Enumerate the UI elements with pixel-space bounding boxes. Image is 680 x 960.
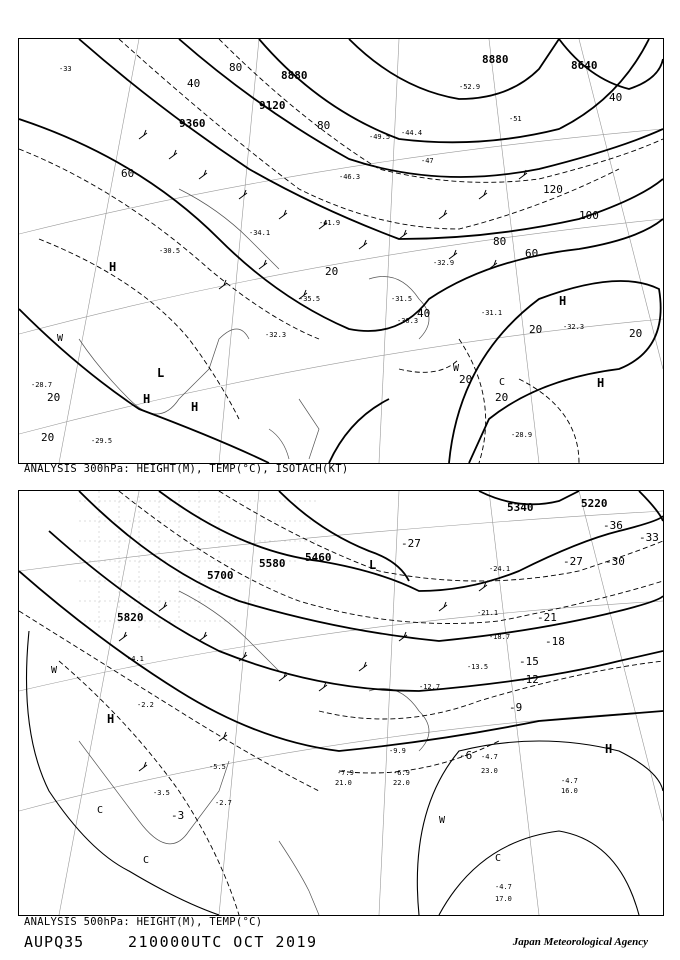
isotach-label: 60 [121, 167, 135, 180]
station-label: -4.7 [495, 883, 512, 891]
height-label: 5220 [581, 497, 608, 510]
high-pressure-label: H [605, 742, 613, 756]
chart-code: AUPQ35 [24, 933, 85, 951]
low-pressure-label: L [157, 366, 165, 380]
cold-label: C [143, 855, 150, 866]
agency-name: Japan Meteorological Agency [512, 936, 648, 948]
temp-contour-label: -3 [171, 809, 185, 822]
temp-label: -29.5 [91, 437, 113, 445]
temp-label: -44.4 [401, 129, 423, 137]
temp-contour-label: -6 [459, 749, 473, 762]
temperature-labels [31, 65, 584, 445]
height-label: 5460 [305, 551, 332, 564]
isotach-label: 80 [493, 235, 507, 248]
high-pressure-label: H [107, 712, 115, 726]
isotach-label: 40 [187, 77, 201, 90]
station-label: 21.0 [335, 779, 352, 787]
station-labels [127, 565, 578, 903]
station-label: 23.0 [481, 767, 498, 775]
temp-contour-label: -12 [519, 673, 539, 686]
temp-contour-label: -15 [519, 655, 539, 668]
high-pressure-label: H [597, 376, 605, 390]
temp-contour-label: -18 [545, 635, 565, 648]
isotach-label: 20 [495, 391, 509, 404]
height-labels [117, 497, 608, 624]
temp-label: -32.9 [433, 259, 455, 267]
height-label: 8880 [482, 53, 509, 66]
isotach-label: 80 [229, 61, 243, 74]
height-label: 5340 [507, 501, 534, 514]
station-label: -24.1 [489, 565, 511, 573]
station-label: -4.7 [561, 777, 578, 785]
height-label: 5580 [259, 557, 286, 570]
low-pressure-label: L [369, 558, 377, 572]
station-label: -2.2 [137, 701, 154, 709]
temp-label: -35.5 [299, 295, 321, 303]
high-pressure-label: H [559, 294, 567, 308]
isotach-label: 40 [609, 91, 623, 104]
isotach-label: 40 [417, 307, 431, 320]
isotach-label: 20 [41, 431, 55, 444]
isotach-label: 20 [47, 391, 61, 404]
station-label: -12.7 [419, 683, 441, 691]
station-label: -18.7 [489, 633, 511, 641]
station-label: 16.0 [561, 787, 578, 795]
high-pressure-label: H [109, 260, 117, 274]
temp-label: -30.3 [397, 317, 419, 325]
station-label: -9.9 [389, 747, 406, 755]
system-labels [57, 260, 604, 414]
map-300hpa-graphic [19, 39, 663, 463]
cold-label: C [495, 853, 502, 864]
station-label: 22.0 [393, 779, 410, 787]
isotach-label: 20 [629, 327, 643, 340]
high-pressure-label: H [143, 392, 151, 406]
coastline [79, 591, 429, 915]
temp-label: -34.1 [249, 229, 271, 237]
isotach-label: 20 [459, 373, 473, 386]
station-label: -5.5 [209, 763, 226, 771]
station-label: 17.0 [495, 895, 512, 903]
station-label: -7.9 [337, 769, 354, 777]
temp-contour-label: -27 [401, 537, 421, 550]
map-300hpa [18, 38, 664, 464]
isotach-label: 80 [317, 119, 331, 132]
isotach-label: 20 [529, 323, 543, 336]
station-label: -2.7 [215, 799, 232, 807]
station-label: -3.5 [153, 789, 170, 797]
cold-label: C [97, 805, 104, 816]
warm-label: W [51, 665, 58, 676]
isotach-label: 60 [525, 247, 539, 260]
temp-contour-label: -21 [537, 611, 557, 624]
height-label: 5820 [117, 611, 144, 624]
temp-label: -31.1 [481, 309, 503, 317]
station-label: -13.5 [467, 663, 489, 671]
temp-label: -47 [421, 157, 434, 165]
height-label: 8880 [281, 69, 308, 82]
temp-label: -30.5 [159, 247, 181, 255]
temp-label: -28.9 [511, 431, 533, 439]
height-label: 9120 [259, 99, 286, 112]
isotach-label: 20 [325, 265, 339, 278]
temp-label: -51 [509, 115, 522, 123]
temp-contour-label: -9 [509, 701, 523, 714]
issue-time: 210000UTC OCT 2019 [128, 933, 318, 951]
temp-contour-labels [171, 519, 659, 822]
warm-label: W [439, 815, 446, 826]
cold-label: C [499, 377, 506, 388]
temp-label: -33 [59, 65, 72, 73]
temp-contour-label: -36 [603, 519, 623, 532]
map-500hpa-graphic [19, 491, 663, 915]
warm-label: W [57, 333, 64, 344]
temp-contour-label: -30 [605, 555, 625, 568]
station-label: -21.1 [477, 609, 499, 617]
temp-label: -32.3 [265, 331, 287, 339]
temp-label: -28.7 [31, 381, 53, 389]
temp-label: -52.9 [459, 83, 481, 91]
station-label: -4.7 [481, 753, 498, 761]
high-pressure-label: H [191, 400, 199, 414]
warm-label: W [453, 363, 460, 374]
caption-500hpa: ANALYSIS 500hPa: HEIGHT(M), TEMP(°C) [24, 916, 263, 928]
temp-contour-label: -33 [639, 531, 659, 544]
temp-label: -31.5 [391, 295, 413, 303]
temp-label: -32.3 [563, 323, 585, 331]
height-label: 9360 [179, 117, 206, 130]
station-label: -4.1 [127, 655, 144, 663]
height-label: 8640 [571, 59, 598, 72]
caption-300hpa: ANALYSIS 300hPa: HEIGHT(M), TEMP(°C), ISOTACH(KT) [24, 463, 349, 475]
isotach-label: 120 [543, 183, 563, 196]
wind-barbs [119, 582, 487, 771]
temp-label: -49.5 [369, 133, 391, 141]
temp-contour-label: -27 [563, 555, 583, 568]
height-label: 5700 [207, 569, 234, 582]
temp-label: -46.3 [339, 173, 361, 181]
isotach-label: 100 [579, 209, 599, 222]
height-contours [19, 39, 663, 463]
station-label: -6.9 [393, 769, 410, 777]
temp-label: -41.9 [319, 219, 341, 227]
map-500hpa [18, 490, 664, 916]
